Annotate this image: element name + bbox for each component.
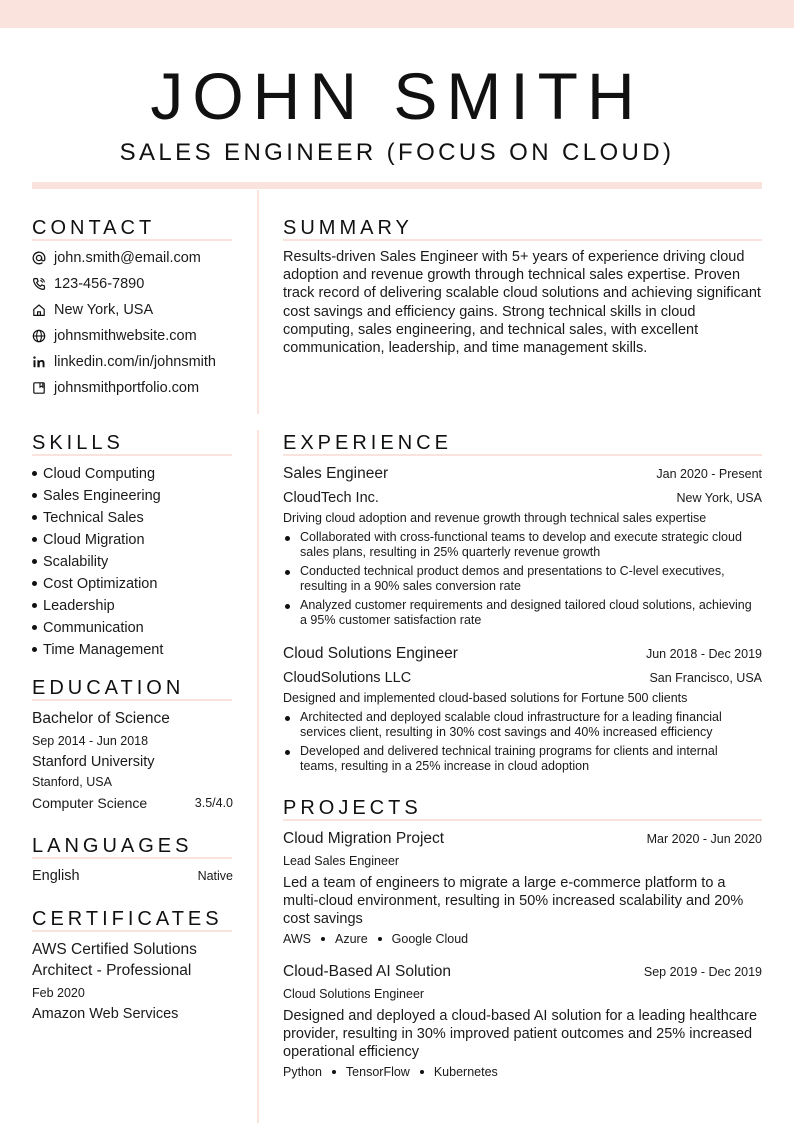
- bullet-dot: [32, 603, 37, 608]
- project-name: Cloud-Based AI Solution: [283, 963, 452, 980]
- languages-heading-underline: [32, 857, 232, 859]
- job-bullet-text: Collaborated with cross-functional teams to develop and execute strategic cloud sales plans, resulting in 25% quarterly revenue growth: [300, 530, 742, 559]
- summary-text: Results-driven Sales Engineer with 5+ years of experience driving cloud adoption and revenue growth through technical sales expertise. Proven track record of delivering scalable cloud solutions and achieving significant cost savings and efficiency gains. Strong technical skills in cloud computing, sales engineering, and technical sales, with excellent communication, leadership, and time management skills.: [283, 249, 761, 357]
- job-bullet: [283, 744, 753, 774]
- certificate-date: Feb 2020: [32, 986, 85, 1000]
- bullet-dot: [32, 581, 37, 586]
- project-description: Led a team of engineers to migrate a large e-commerce platform to a multi-cloud environment, resulting in 50% increased scalability and 20% cost savings: [283, 875, 744, 927]
- bullet-dot: [285, 604, 290, 609]
- skill-label: Communication: [43, 620, 144, 636]
- skill-label: Leadership: [43, 598, 115, 614]
- job-location: New York, USA: [676, 491, 762, 505]
- project-tag: TensorFlow: [345, 1065, 410, 1079]
- project-dates: Sep 2019 - Dec 2019: [643, 965, 762, 979]
- job-location: San Francisco, USA: [649, 671, 762, 685]
- languages-heading: LANGUAGES: [32, 835, 193, 857]
- summary-heading: SUMMARY: [283, 217, 413, 239]
- skill-label: Sales Engineering: [43, 488, 161, 504]
- education-field: Computer Science: [32, 795, 148, 811]
- bullet-dot: [32, 493, 37, 498]
- tag-separator: [332, 1070, 336, 1074]
- tag-separator: [321, 937, 325, 941]
- contact-portfolio-text: johnsmithportfolio.com: [54, 380, 200, 396]
- project-role: Lead Sales Engineer: [283, 854, 400, 868]
- home-icon: [32, 303, 46, 317]
- job-summary: Designed and implemented cloud-based solutions for Fortune 500 clients: [283, 691, 688, 705]
- contact-email-text: john.smith@email.com: [54, 250, 201, 266]
- skill-item: [32, 641, 163, 659]
- projects-heading: PROJECTS: [283, 797, 422, 819]
- skills-heading: SKILLS: [32, 432, 124, 454]
- phone-icon: [32, 277, 46, 291]
- contact-location: [32, 300, 153, 320]
- job-bullet: [283, 530, 753, 560]
- contact-email[interactable]: [32, 248, 201, 268]
- job-dates: Jan 2020 - Present: [656, 467, 762, 481]
- skill-item: [32, 531, 145, 549]
- skill-item: [32, 553, 108, 571]
- tag-separator: [420, 1070, 424, 1074]
- contact-heading-underline: [32, 239, 232, 241]
- skill-label: Scalability: [43, 554, 109, 570]
- education-heading: EDUCATION: [32, 677, 185, 699]
- certificate-issuer: Amazon Web Services: [32, 1006, 179, 1022]
- bullet-dot: [285, 570, 290, 575]
- column-divider-bottom: [257, 430, 259, 1123]
- skill-item: [32, 575, 157, 593]
- experience-heading: EXPERIENCE: [283, 432, 452, 454]
- bullet-dot: [32, 515, 37, 520]
- project-tags: [283, 1064, 498, 1080]
- project-tag: Kubernetes: [433, 1065, 498, 1079]
- at-icon: [32, 251, 46, 265]
- project-tag: Python: [283, 1065, 322, 1079]
- project-dates: Mar 2020 - Jun 2020: [646, 832, 762, 846]
- skill-label: Technical Sales: [43, 510, 144, 526]
- job-bullet: [283, 598, 753, 628]
- globe-icon: [32, 329, 46, 343]
- job-title: Cloud Solutions Engineer: [283, 645, 458, 662]
- skill-label: Time Management: [43, 642, 164, 658]
- bullet-dot: [285, 536, 290, 541]
- contact-heading: CONTACT: [32, 217, 156, 239]
- certificate-name-line1: AWS Certified Solutions: [32, 941, 197, 958]
- bullet-dot: [32, 471, 37, 476]
- skill-item: [32, 487, 161, 505]
- job-bullet-text: Conducted technical product demos and presentations to C-level executives, resulting in a 90% sales conversion rate: [300, 564, 725, 593]
- project-name: Cloud Migration Project: [283, 830, 445, 847]
- certificate-name-line2: Architect - Professional: [32, 962, 192, 979]
- job-title: Sales Engineer: [283, 465, 389, 482]
- projects-heading-underline: [283, 819, 762, 821]
- job-summary: Driving cloud adoption and revenue growth through technical sales expertise: [283, 511, 707, 525]
- skill-label: Cloud Computing: [43, 466, 156, 482]
- job-dates: Jun 2018 - Dec 2019: [645, 647, 762, 661]
- education-location: Stanford, USA: [32, 775, 112, 789]
- top-accent-band: [0, 0, 794, 28]
- column-divider-top: [257, 190, 259, 414]
- job-company: CloudSolutions LLC: [283, 670, 412, 686]
- education-heading-underline: [32, 699, 232, 701]
- job-bullet: [283, 564, 753, 594]
- bullet-dot: [285, 750, 290, 755]
- education-degree: Bachelor of Science: [32, 710, 170, 727]
- summary-heading-underline: [283, 239, 762, 241]
- job-bullet-text: Analyzed customer requirements and designed tailored cloud solutions, achieving a 95% customer satisfaction rate: [300, 598, 752, 627]
- education-school: Stanford University: [32, 754, 155, 770]
- certificates-heading: CERTIFICATES: [32, 908, 223, 930]
- skills-heading-underline: [32, 454, 232, 456]
- header-divider: [32, 182, 762, 189]
- linkedin-icon: [32, 355, 46, 369]
- contact-website[interactable]: [32, 326, 197, 346]
- education-gpa: 3.5/4.0: [194, 796, 233, 810]
- bullet-dot: [32, 537, 37, 542]
- contact-phone-text: 123-456-7890: [54, 276, 145, 292]
- project-tag: AWS: [283, 932, 312, 946]
- experience-heading-underline: [283, 454, 762, 456]
- contact-website-text: johnsmithwebsite.com: [54, 328, 197, 344]
- bullet-dot: [32, 559, 37, 564]
- language-name: English: [32, 868, 80, 884]
- project-description: Designed and deployed a cloud-based AI solution for a leading healthcare provider, resulting in 30% improved patient outcomes and 25% increased operational efficiency: [283, 1008, 758, 1060]
- education-dates: Sep 2014 - Jun 2018: [32, 734, 149, 748]
- contact-linkedin-text: linkedin.com/in/johnsmith: [54, 354, 216, 370]
- bullet-dot: [32, 625, 37, 630]
- candidate-name: JOHN SMITH: [150, 59, 644, 133]
- language-level: Native: [197, 869, 233, 883]
- contact-portfolio[interactable]: [32, 378, 199, 398]
- portfolio-icon: [32, 381, 46, 395]
- tag-separator: [378, 937, 382, 941]
- skill-item: [32, 597, 115, 615]
- project-tags: [283, 931, 468, 947]
- skill-item: [32, 465, 155, 483]
- skill-item: [32, 509, 144, 527]
- skill-label: Cloud Migration: [43, 532, 145, 548]
- bullet-dot: [285, 716, 290, 721]
- skill-label: Cost Optimization: [43, 576, 158, 592]
- contact-location-text: New York, USA: [54, 302, 154, 318]
- contact-linkedin[interactable]: [32, 352, 216, 372]
- certificates-heading-underline: [32, 930, 232, 932]
- contact-phone[interactable]: [32, 274, 144, 294]
- bullet-dot: [32, 647, 37, 652]
- project-role: Cloud Solutions Engineer: [283, 987, 425, 1001]
- skill-item: [32, 619, 144, 637]
- candidate-role: SALES ENGINEER (FOCUS ON CLOUD): [119, 139, 675, 166]
- job-bullet-text: Developed and delivered technical training programs for clients and internal teams, resulting in a 25% increase in cloud adoption: [300, 744, 718, 773]
- job-bullet: [283, 710, 753, 740]
- project-tag: Azure: [335, 932, 368, 946]
- project-tag: Google Cloud: [391, 932, 469, 946]
- job-company: CloudTech Inc.: [283, 490, 379, 506]
- job-bullet-text: Architected and deployed scalable cloud infrastructure for a leading financial services client, resulting in 30% cost savings and 40% increased efficiency: [300, 710, 722, 739]
